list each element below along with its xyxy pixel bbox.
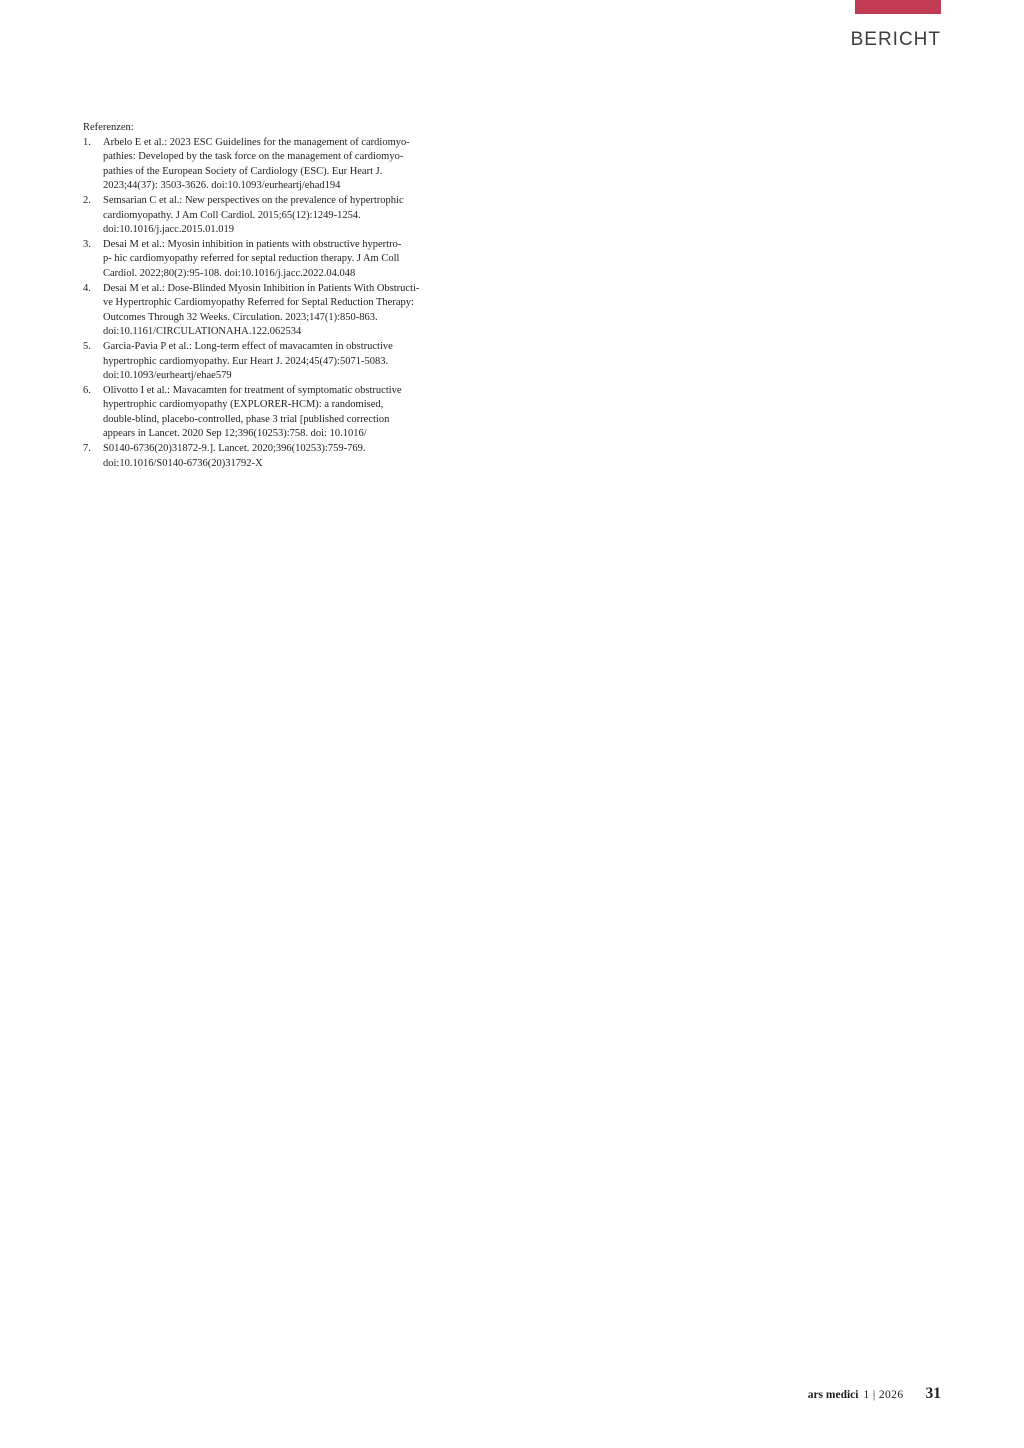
reference-line: doi:10.1161/CIRCULATIONAHA.122.062534 bbox=[103, 326, 302, 338]
reference-line: Outcomes Through 32 Weeks. Circulation. 2023;147(1):850-863. bbox=[103, 311, 378, 323]
reference-line: 2023;44(37): 3503-3626. doi:10.1093/eurheartj/ehad194 bbox=[103, 180, 341, 192]
reference-list bbox=[83, 136, 468, 472]
reference-line: Garcia-Pavia P et al.: Long-term effect of mavacamten in obstructive bbox=[103, 340, 393, 352]
reference-line: hypertrophic cardiomyopathy (EXPLORER-HCM): a randomised, bbox=[103, 399, 384, 411]
reference-line: appears in Lancet. 2020 Sep 12;396(10253):758. doi: 10.1016/ bbox=[103, 428, 367, 440]
accent-bar bbox=[855, 0, 941, 14]
reference-number: 6. bbox=[83, 384, 91, 396]
reference-item bbox=[83, 282, 468, 340]
reference-number: 4. bbox=[83, 282, 91, 294]
reference-item bbox=[83, 340, 468, 384]
reference-line: doi:10.1093/eurheartj/ehae579 bbox=[103, 370, 232, 382]
reference-line: double-blind, placebo-controlled, phase 3 trial [published correction bbox=[103, 413, 390, 425]
reference-text bbox=[103, 194, 468, 238]
references-label: Referenzen: bbox=[83, 122, 134, 133]
reference-line: doi:10.1016/j.jacc.2015.01.019 bbox=[103, 224, 234, 236]
section-kicker: BERICHT bbox=[850, 29, 941, 50]
reference-line: Olivotto I et al.: Mavacamten for treatment of symptomatic obstructive bbox=[103, 384, 402, 396]
references-section bbox=[83, 121, 468, 471]
reference-text bbox=[103, 282, 468, 340]
reference-line: S0140-6736(20)31872-9.]. Lancet. 2020;396(10253):759-769. bbox=[103, 443, 366, 455]
reference-text bbox=[103, 136, 468, 194]
reference-line: Arbelo E et al.: 2023 ESC Guidelines for the management of cardiomyo- bbox=[103, 136, 410, 148]
page-number: 31 bbox=[925, 1385, 941, 1402]
reference-line: hypertrophic cardiomyopathy. Eur Heart J. 2024;45(47):5071-5083. bbox=[103, 355, 389, 367]
reference-text bbox=[103, 442, 468, 471]
reference-line: ve Hypertrophic Cardiomyopathy Referred for Septal Reduction Therapy: bbox=[103, 297, 414, 309]
reference-item bbox=[83, 238, 468, 282]
journal-name: ars medici bbox=[807, 1389, 859, 1401]
reference-line: Semsarian C et al.: New perspectives on the prevalence of hypertrophic bbox=[103, 194, 404, 206]
reference-line: Desai M et al.: Myosin inhibition in patients with obstructive hypertro- bbox=[103, 238, 402, 250]
reference-number: 2. bbox=[83, 194, 91, 206]
reference-line: p- hic cardiomyopathy referred for septal reduction therapy. J Am Coll bbox=[103, 253, 400, 265]
reference-number: 5. bbox=[83, 340, 91, 352]
reference-text bbox=[103, 340, 468, 384]
reference-text bbox=[103, 238, 468, 282]
reference-item bbox=[83, 194, 468, 238]
reference-line: Desai M et al.: Dose-Blinded Myosin Inhibition in Patients With Obstructi- bbox=[103, 282, 420, 294]
reference-line: Cardiol. 2022;80(2):95-108. doi:10.1016/j.jacc.2022.04.048 bbox=[103, 267, 356, 279]
page-footer bbox=[808, 1385, 941, 1403]
reference-line: pathies of the European Society of Cardiology (ESC). Eur Heart J. bbox=[103, 165, 383, 177]
reference-number: 1. bbox=[83, 136, 91, 148]
reference-item bbox=[83, 442, 468, 471]
reference-item bbox=[83, 384, 468, 442]
reference-number: 3. bbox=[83, 238, 91, 250]
issue-label: 1 | 2026 bbox=[863, 1389, 904, 1401]
reference-line: cardiomyopathy. J Am Coll Cardiol. 2015;65(12):1249-1254. bbox=[103, 209, 361, 221]
reference-text bbox=[103, 384, 468, 442]
reference-line: pathies: Developed by the task force on the management of cardiomyo- bbox=[103, 151, 404, 163]
reference-number: 7. bbox=[83, 443, 91, 455]
reference-item bbox=[83, 136, 468, 194]
reference-line: doi:10.1016/S0140-6736(20)31792-X bbox=[103, 457, 263, 469]
